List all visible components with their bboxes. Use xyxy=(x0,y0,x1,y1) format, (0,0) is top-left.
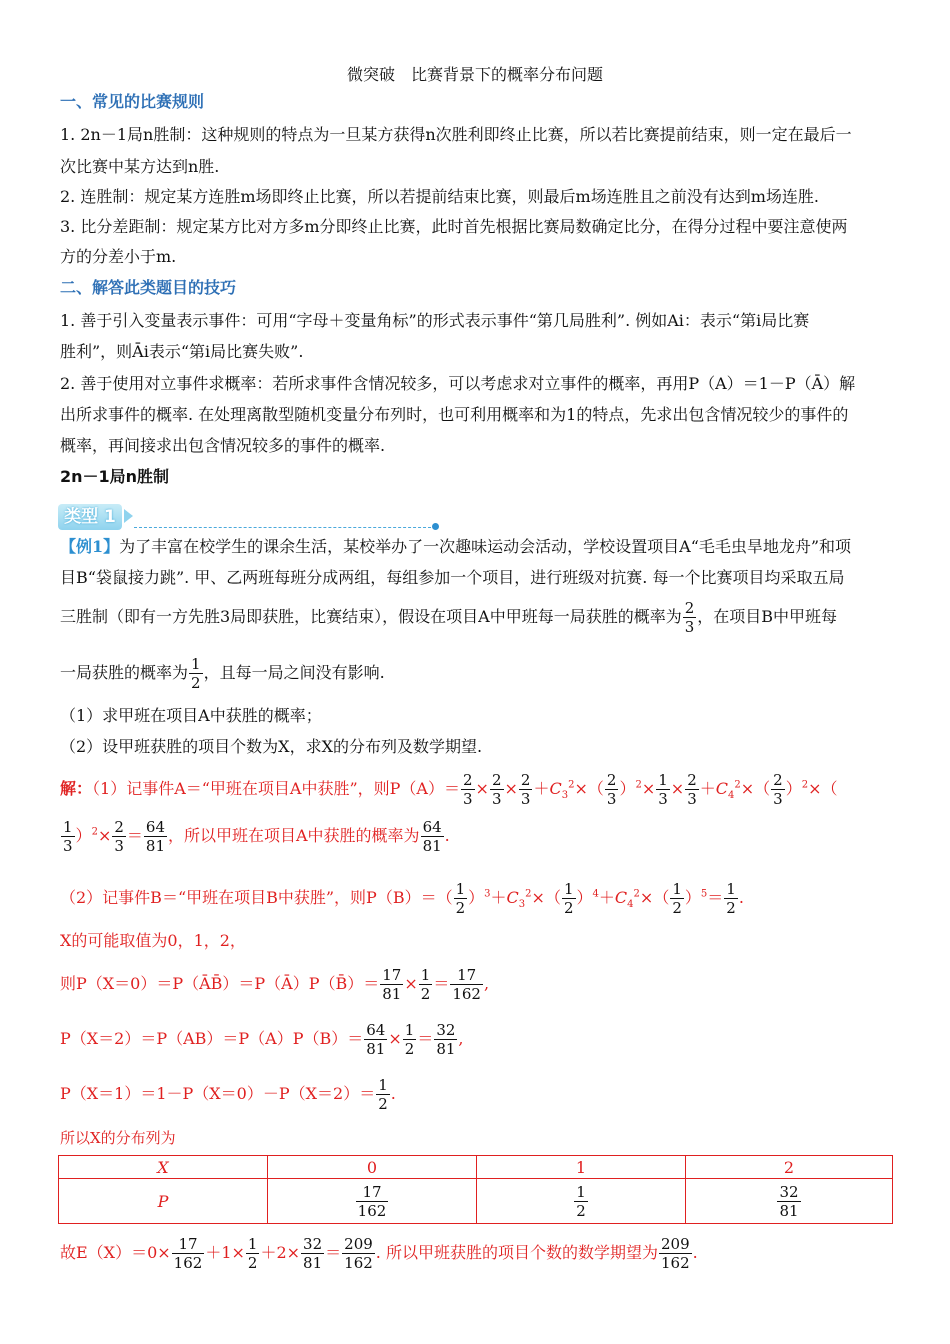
rule-1-line-b: 次比赛中某方达到n胜. xyxy=(60,157,220,176)
fraction-1-2: $\frac{1}{2}$ xyxy=(191,655,201,692)
rule-2: 2. 连胜制：规定某方连胜m场即终止比赛，所以若提前结束比赛，则最后m场连胜且之前没有达到m场连胜. xyxy=(60,187,819,206)
distribution-table xyxy=(58,1155,893,1224)
table-cell: $\frac{32}{81}$ xyxy=(686,1179,893,1224)
badge-divider xyxy=(134,527,436,528)
example-line-4: 一局获胜的概率为 $\frac{1}{2}$ ，且每一局之间没有影响. xyxy=(60,655,385,692)
badge-arrow-icon xyxy=(124,509,133,523)
tip-2-line-c: 概率，再间接求出包含情况较多的事件的概率. xyxy=(60,436,386,455)
section-heading-rules: 一、常见的比赛规则 xyxy=(60,92,205,111)
question-1: （1）求甲班在项目A中获胜的概率； xyxy=(60,706,322,725)
table-header-cell: 0 xyxy=(268,1156,477,1179)
table-header-cell: X xyxy=(59,1156,268,1179)
section-heading-tips: 二、解答此类题目的技巧 xyxy=(60,278,237,297)
tip-2-line-b: 出所求事件的概率. 在处理离散型随机变量分布列时，也可利用概率和为1的特点，先求出包含情况较少的事件的 xyxy=(60,405,849,424)
question-2: （2）设甲班获胜的项目个数为X，求X的分布列及数学期望. xyxy=(60,737,483,756)
example-label: 【例1】 xyxy=(60,537,120,556)
tip-2-line-a: 2. 善于使用对立事件求概率：若所求事件含情况较多，可以考虑求对立事件的概率，再用P（A）＝1－P（Ā）解 xyxy=(60,374,856,393)
example-line-1: 【例1】为了丰富在校学生的课余生活，某校举办了一次趣味运动会活动，学校设置项目A“毛毛虫旱地龙舟”和项 xyxy=(60,537,852,556)
type-badge: 类型 1 xyxy=(58,504,122,530)
expectation-line: 故E（X）＝0× $\frac{17}{162}$ ＋1× $\frac{1}{2}$ ＋2× $\frac{32}{81}$ ＝ $\frac{209}{162}$ . 所以甲班获胜的项目个数的数学期望为 $\frac{209}{162}$ . xyxy=(60,1235,698,1272)
solution-px1: P（X＝1）＝1－P（X＝0）－P（X＝2）＝ $\frac{1}{2}$ . xyxy=(60,1076,396,1113)
table-cell: $\frac{17}{162}$ xyxy=(268,1179,477,1224)
subheading: 2n－1局n胜制 xyxy=(60,467,170,486)
fraction-2-3: $\frac{2}{3}$ xyxy=(684,599,695,636)
rule-3-line-a: 3. 比分差距制：规定某方比对方多m分即终止比赛，此时首先根据比赛局数确定比分，在得分过程中要注意使两 xyxy=(60,217,848,236)
table-header-cell: 1 xyxy=(477,1156,686,1179)
badge-dot-icon xyxy=(432,523,439,530)
solution-px2: P（X＝2）＝P（AB）＝P（A）P（B）＝ $\frac{64}{81}$ × $\frac{1}{2}$ ＝ $\frac{32}{81}$ , xyxy=(60,1021,464,1058)
tip-1-line-b: 胜利”，则Āi表示“第i局比赛失败”. xyxy=(60,342,304,361)
solution-part-2: （2）记事件B＝“甲班在项目B中获胜”，则P（B）＝（ $\frac{1}{2}$ ）$^3+C_3^2\times$（ $\frac{1}{2}$ ）$^4+C_4^2\times$（ $\frac{1}{2}$ ）$^5$＝ $\frac{1}{2}$ . xyxy=(60,880,744,917)
tip-1-line-a: 1. 善于引入变量表示事件：可用“字母＋变量角标”的形式表示事件“第几局胜利”. 例如Ai：表示“第i局比赛 xyxy=(60,311,810,330)
table-row xyxy=(59,1179,893,1224)
table-cell: $\frac{1}{2}$ xyxy=(477,1179,686,1224)
page-title: 微突破 比赛背景下的概率分布问题 xyxy=(346,65,603,84)
solution-values: X的可能取值为0，1，2， xyxy=(60,931,246,950)
table-header-cell: 2 xyxy=(686,1156,893,1179)
distribution-intro: 所以X的分布列为 xyxy=(60,1129,176,1147)
solution-part-1-cont: $\frac{1}{3}$ ）$^2$× $\frac{2}{3}$ ＝ $\frac{64}{81}$ ，所以甲班在项目A中获胜的概率为 $\frac{64}{81}$ . xyxy=(63,818,450,855)
rule-3-line-b: 方的分差小于m. xyxy=(60,247,177,266)
table-row-label: P xyxy=(59,1179,268,1224)
solution-part-1: 解：（1）记事件A＝“甲班在项目A中获胜”，则P（A）＝ $\frac{2}{3}$ × $\frac{2}{3}$ × $\frac{2}{3}$ $+C_3^2\times$（ $\frac{2}{3}$ ）$^2$× $\frac{1}{3}$ × $\frac{2}{3}$ $+C_4^2\times$（ $\frac{2}{3}$ ）$^2$×（ xyxy=(60,771,838,808)
example-line-2: 目B“袋鼠接力跳”. 甲、乙两班每班分成两组，每组参加一个项目，进行班级对抗赛. 每一个比赛项目均采取五局 xyxy=(60,568,845,587)
solution-px0: 则P（X＝0）＝P（ĀB̄）＝P（Ā）P（B̄）＝ $\frac{17}{81}$ × $\frac{1}{2}$ ＝ $\frac{17}{162}$ , xyxy=(60,966,490,1003)
table-row xyxy=(59,1156,893,1179)
rule-1-line-a: 1. 2n－1局n胜制：这种规则的特点为一旦某方获得n次胜利即终止比赛，所以若比赛提前结束，则一定在最后一 xyxy=(60,125,852,144)
example-line-3: 三胜制（即有一方先胜3局即获胜，比赛结束），假设在项目A中甲班每一局获胜的概率为 $\frac{2}{3}$ ，在项目B中甲班每 xyxy=(60,599,838,636)
